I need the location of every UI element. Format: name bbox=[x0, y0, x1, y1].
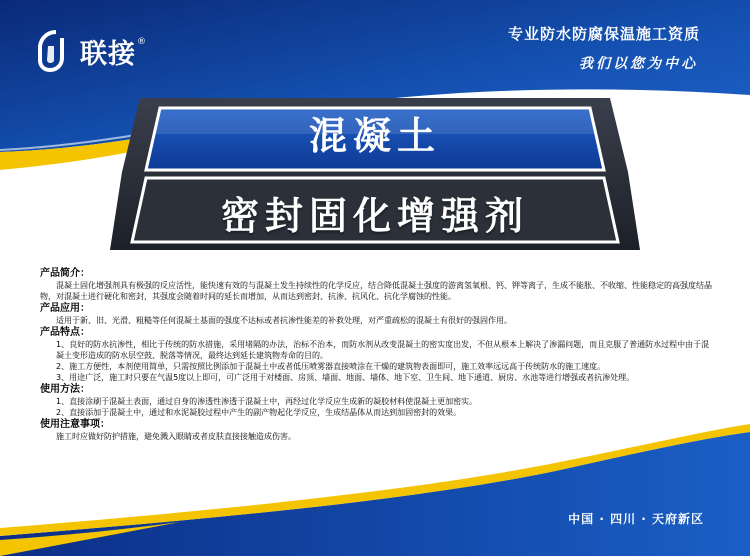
brand-logo bbox=[34, 30, 146, 72]
application-text: 适用于新、旧、光滑、粗糙等任何混凝土基面的强度不达标或者抗渗性能差的补救处理，对严重疏松的混凝土有很好的强固作用。 bbox=[56, 316, 512, 325]
brand-name: 联接 bbox=[80, 38, 136, 70]
section-heading-application: 产品应用： bbox=[40, 303, 90, 314]
title-line-2: 密封固化增强剂 bbox=[220, 194, 529, 238]
product-description bbox=[40, 267, 714, 442]
section-heading-intro: 产品简介： bbox=[40, 268, 90, 279]
logo-mark-icon bbox=[34, 30, 76, 72]
section-heading-features: 产品特点： bbox=[40, 327, 90, 338]
notice-text: 施工时应做好防护措施，避免溅入眼睛或者皮肤直接接触造成伤害。 bbox=[56, 432, 296, 441]
feature-item: 3、用途广泛，施工时只要在气温5度以上即可，可广泛用于对楼面、房顶、墙面、地面、墙体、地下室、卫生间、地下通道、厨房、水池等进行增强或者抗渗处理。 bbox=[56, 373, 635, 382]
header-qualification: 专业防水防腐保温施工资质 bbox=[507, 25, 700, 43]
footer-location: 中国 · 四川 · 天府新区 bbox=[568, 512, 704, 526]
feature-item: 2、施工方便性，本剂使用简单，只需按照比例添加于混凝土中或者低压喷雾器直接喷涂在干燥的建筑物表面即可，施工效率远远高于传统防水的施工速度。 bbox=[56, 362, 606, 371]
intro-text: 混凝土固化增强剂具有极强的反应活性，能快速有效的与混凝土发生持续性的化学反应，结合降低混凝土强度的游离氢氧根、钙、钾等离子，生成不能胀、不收缩、性能稳定的高强度结晶物，对混凝土进行硬化和密封，其强度会随着时间的延长而增加，从而达到密封、抗渗、抗风化、抗化学腐蚀的性能。 bbox=[40, 281, 712, 301]
title-line-1: 混凝土 bbox=[308, 114, 441, 158]
section-heading-method: 使用方法： bbox=[40, 384, 90, 395]
registered-mark: ® bbox=[137, 37, 146, 47]
feature-item: 1、良好的防水抗渗性，相比于传统的防水措施，采用堵隔的办法，治标不治本，而防水剂从改变混凝土的密实度出发，不但从根本上解决了渗漏问题，而且克服了普通防水过程中由于混凝土变形造成的防水层空鼓、脱落等情况，最终达到延长建筑物寿命的目的。 bbox=[56, 340, 710, 360]
header-slogan: 我们以您为中心 bbox=[579, 56, 698, 72]
method-item: 1、直接涂刷于混凝土表面，通过自身的渗透性渗透于混凝土中，再经过化学反应生成新的凝胶材料使混凝土更加密实。 bbox=[56, 397, 478, 406]
section-heading-notice: 使用注意事项： bbox=[40, 419, 110, 430]
method-item: 2、直接添加于混凝土中，通过和水泥凝胶过程中产生的副产物起化学反应，生成结晶体从而达到加固密封的效果。 bbox=[56, 408, 462, 417]
